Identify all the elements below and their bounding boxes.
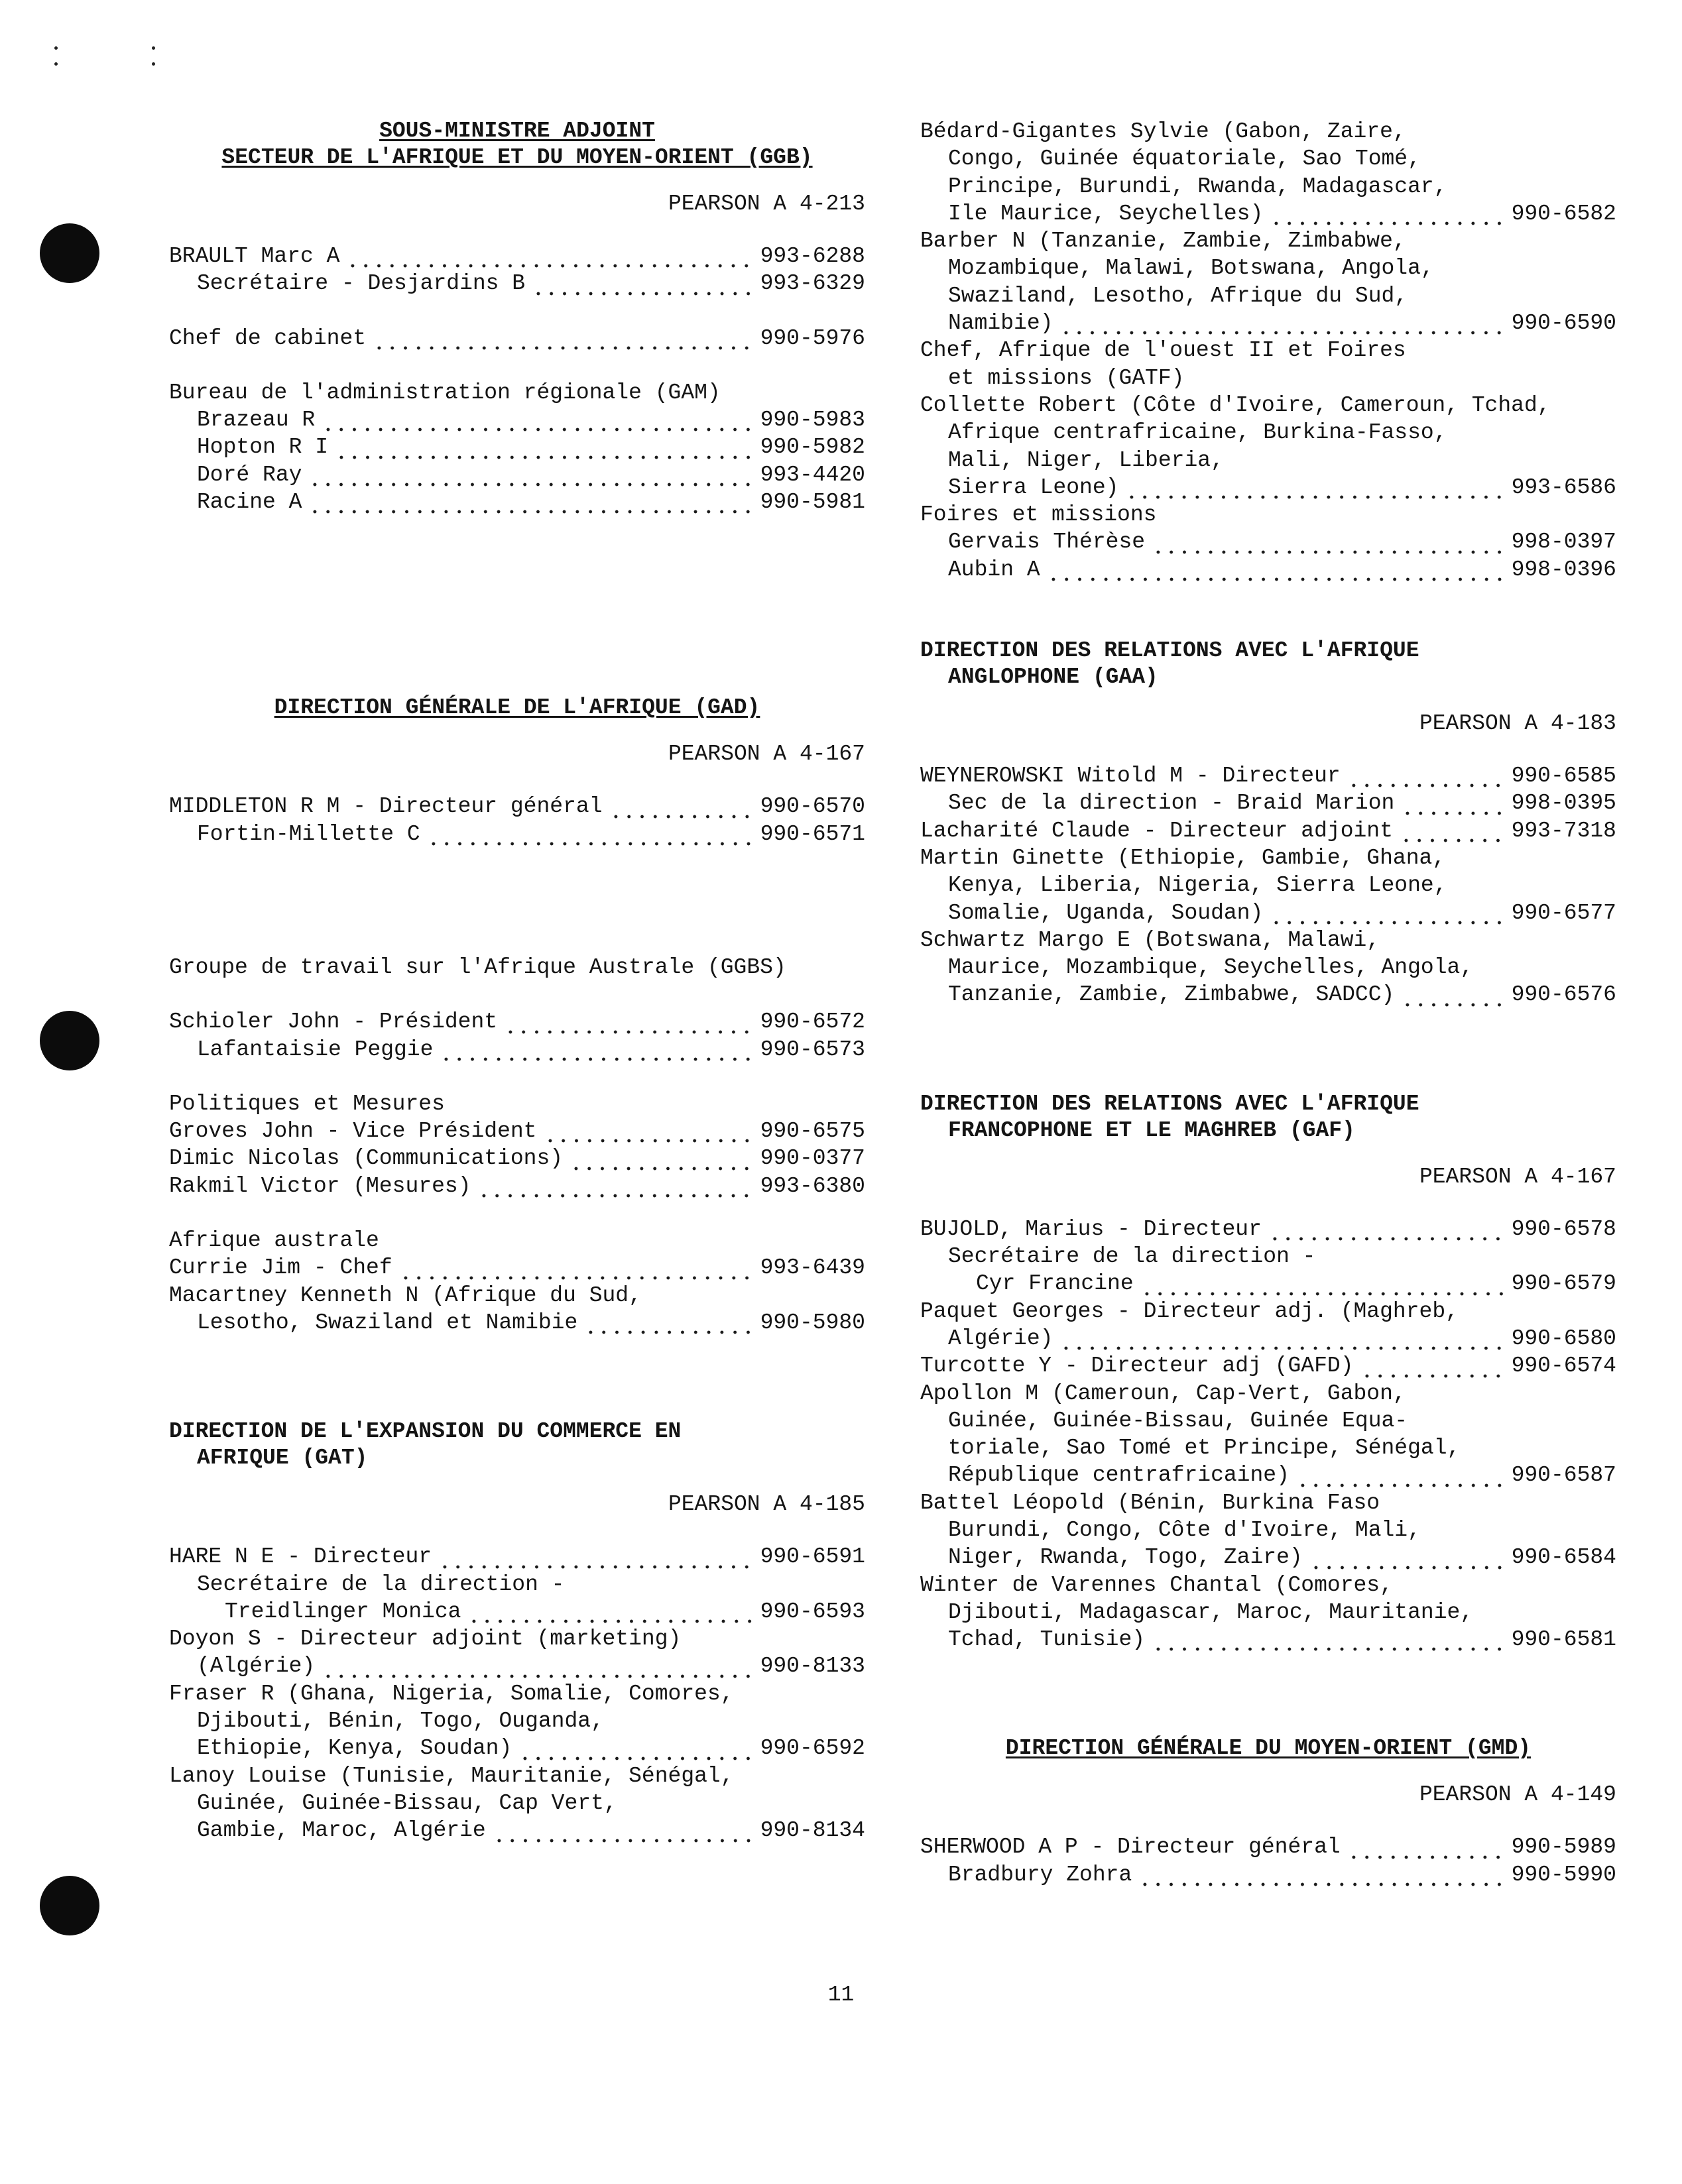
entry-line: Chef, Afrique de l'ouest II et Foires — [920, 338, 1406, 363]
dot-leader — [427, 829, 754, 848]
dot-leader — [438, 1552, 753, 1571]
entry-line: Secrétaire de la direction - — [948, 1244, 1316, 1269]
dot-leader — [1268, 1224, 1505, 1243]
phone-number: 990-6580 — [1511, 1326, 1616, 1351]
directory-entry — [920, 556, 1616, 583]
directory-entry — [920, 310, 1616, 337]
entry-name: (Algérie) — [197, 1654, 316, 1679]
directory-entry — [169, 1145, 865, 1172]
dot-leader — [477, 1181, 753, 1200]
directory-entry — [169, 270, 865, 297]
group-label: Bureau de l'administration régionale (GAM) — [169, 380, 721, 405]
directory-entry — [920, 1462, 1616, 1489]
entry-name: Secrétaire - Desjardins B — [197, 271, 526, 296]
phone-number: 990-5982 — [760, 435, 865, 460]
entry-name: Lesotho, Swaziland et Namibie — [197, 1310, 578, 1335]
dot-leader — [1125, 483, 1504, 501]
section-gmd — [920, 1735, 1616, 1888]
entry-name: Rakmil Victor (Mesures) — [169, 1173, 471, 1198]
left-column — [169, 118, 865, 1845]
directory-entry — [920, 817, 1616, 844]
office-location: PEARSON A 4-213 — [668, 192, 865, 216]
directory-entry — [169, 1652, 865, 1680]
entry-line: Burundi, Congo, Côte d'Ivoire, Mali, — [948, 1517, 1421, 1542]
section-title: SOUS-MINISTRE ADJOINT — [379, 119, 655, 143]
entry-line: Secrétaire de la direction - — [197, 1572, 565, 1597]
directory-entry — [169, 433, 865, 461]
punch-hole-bottom — [40, 1876, 99, 1935]
entry-name: Schioler John - Président — [169, 1009, 498, 1035]
entry-name: Treidlinger Monica — [225, 1599, 461, 1624]
office-location: PEARSON A 4-167 — [668, 742, 865, 767]
section-title: DIRECTION GÉNÉRALE DU MOYEN-ORIENT (GMD) — [1005, 1736, 1532, 1761]
directory-entry — [169, 325, 865, 352]
office-location: PEARSON A 4-167 — [1419, 1164, 1616, 1189]
dot-leader — [440, 1045, 753, 1063]
entry-name: Ethiopie, Kenya, Soudan) — [197, 1736, 512, 1761]
section-title: DIRECTION DES RELATIONS AVEC L'AFRIQUE — [920, 1091, 1419, 1116]
dot-leader — [1047, 565, 1505, 583]
entry-name: Ile Maurice, Seychelles) — [948, 201, 1264, 226]
directory-entry — [169, 1817, 865, 1844]
phone-number: 998-0396 — [1511, 557, 1616, 582]
dot-leader — [1347, 1843, 1505, 1861]
directory-entry — [920, 1352, 1616, 1379]
directory-entry — [169, 406, 865, 433]
entry-line: Lanoy Louise (Tunisie, Mauritanie, Sénégal, — [169, 1763, 734, 1788]
entry-name: Niger, Rwanda, Togo, Zaire) — [948, 1545, 1303, 1570]
directory-entry — [920, 981, 1616, 1008]
entry-name: Sec de la direction - Braid Marion — [948, 791, 1395, 816]
entry-name: Hopton R I — [197, 435, 329, 460]
section-continued — [920, 118, 1616, 583]
phone-number: 990-6585 — [1511, 764, 1616, 789]
directory-entry — [169, 1173, 865, 1200]
section-title: FRANCOPHONE ET LE MAGHREB (GAF) — [948, 1118, 1355, 1143]
phone-number: 990-6590 — [1511, 311, 1616, 336]
dot-leader — [518, 1744, 753, 1762]
directory-entry — [169, 821, 865, 848]
entry-name: WEYNEROWSKI Witold M - Directeur — [920, 764, 1341, 789]
section-title: SECTEUR DE L'AFRIQUE ET DU MOYEN-ORIENT (GGB) — [221, 145, 813, 170]
entry-line: Macartney Kenneth N (Afrique du Sud, — [169, 1283, 642, 1308]
entry-line: Battel Léopold (Bénin, Burkina Faso — [920, 1490, 1380, 1515]
entry-line: Djibouti, Bénin, Togo, Ouganda, — [197, 1709, 604, 1734]
entry-line: Barber N (Tanzanie, Zambie, Zimbabwe, — [920, 229, 1406, 254]
directory-entry — [920, 474, 1616, 501]
directory-entry — [920, 1861, 1616, 1888]
dot-leader — [467, 1607, 753, 1625]
dot-leader — [335, 443, 754, 461]
section-gaf — [920, 1091, 1616, 1654]
phone-number: 993-6288 — [760, 244, 865, 268]
entry-name: Aubin A — [948, 557, 1040, 582]
phone-number: 990-6572 — [760, 1009, 865, 1035]
phone-number: 990-6587 — [1511, 1463, 1616, 1488]
dot-leader — [1152, 1635, 1505, 1653]
entry-line: Doyon S - Directeur adjoint (marketing) — [169, 1627, 682, 1652]
phone-number: 990-6576 — [1511, 982, 1616, 1007]
entry-name: Gambie, Maroc, Algérie — [197, 1818, 486, 1843]
entry-line: Guinée, Guinée-Bissau, Guinée Equa- — [948, 1408, 1408, 1433]
speck — [152, 62, 155, 66]
directory-entry — [169, 461, 865, 489]
page-number: 11 — [827, 1983, 855, 2007]
entry-name: Currie Jim - Chef — [169, 1255, 392, 1281]
directory-entry — [169, 1735, 865, 1762]
phone-number: 990-6575 — [760, 1119, 865, 1144]
phone-number: 990-8134 — [760, 1818, 865, 1843]
section-gat — [169, 1418, 865, 1844]
directory-entry — [169, 243, 865, 270]
directory-entry — [920, 1325, 1616, 1352]
entry-name: Sierra Leone) — [948, 475, 1119, 500]
dot-leader — [373, 333, 754, 352]
office-location: PEARSON A 4-149 — [1419, 1782, 1616, 1808]
dot-leader — [1360, 1361, 1505, 1380]
directory-entry — [169, 1254, 865, 1281]
entry-name: Lafantaisie Peggie — [197, 1037, 434, 1062]
entry-name: Fortin-Millette C — [197, 821, 420, 846]
dot-leader — [1059, 1334, 1504, 1352]
entry-line: Djibouti, Madagascar, Maroc, Mauritanie, — [948, 1599, 1474, 1625]
dot-leader — [544, 1126, 754, 1145]
directory-entry — [920, 1544, 1616, 1571]
directory-entry — [920, 762, 1616, 789]
phone-number: 990-6591 — [760, 1544, 865, 1570]
entry-name: Somalie, Uganda, Soudan) — [948, 900, 1264, 925]
group-label: Groupe de travail sur l'Afrique Australe (GGBS) — [169, 954, 786, 980]
entry-name: BRAULT Marc A — [169, 244, 340, 268]
entry-line: Congo, Guinée équatoriale, Sao Tomé, — [948, 146, 1421, 172]
entry-name: Dimic Nicolas (Communications) — [169, 1146, 564, 1171]
entry-name: Cyr Francine — [976, 1271, 1134, 1296]
directory-entry — [920, 789, 1616, 817]
entry-name: Doré Ray — [197, 462, 302, 487]
entry-line: Paquet Georges - Directeur adj. (Maghreb, — [920, 1298, 1459, 1324]
directory-entry — [920, 1626, 1616, 1653]
phone-number: 990-5989 — [1511, 1835, 1616, 1860]
office-location: PEARSON A 4-185 — [668, 1492, 865, 1517]
entry-line: Apollon M (Cameroun, Cap-Vert, Gabon, — [920, 1381, 1406, 1406]
dot-leader — [504, 1017, 753, 1036]
entry-line: Bédard-Gigantes Sylvie (Gabon, Zaire, — [920, 119, 1406, 144]
entry-name: Groves John - Vice Président — [169, 1119, 537, 1144]
entry-name: Lacharité Claude - Directeur adjoint — [920, 818, 1393, 843]
phone-number: 990-6577 — [1511, 900, 1616, 925]
directory-entry — [920, 1270, 1616, 1297]
phone-number: 993-6439 — [760, 1255, 865, 1281]
entry-name: Algérie) — [948, 1326, 1053, 1351]
section-gaa — [920, 638, 1616, 1009]
entry-line: Kenya, Liberia, Nigeria, Sierra Leone, — [948, 873, 1447, 898]
dot-leader — [584, 1318, 753, 1336]
dot-leader — [1296, 1471, 1505, 1489]
phone-number: 990-6571 — [760, 821, 865, 846]
entry-line: Winter de Varennes Chantal (Comores, — [920, 1572, 1393, 1597]
dot-leader — [609, 802, 754, 821]
phone-number: 990-6578 — [1511, 1216, 1616, 1241]
entry-line: Principe, Burundi, Rwanda, Madagascar, — [948, 174, 1447, 199]
office-location: PEARSON A 4-183 — [1419, 711, 1616, 736]
dot-leader — [399, 1263, 754, 1282]
dot-leader — [1270, 209, 1504, 227]
entry-name: Chef de cabinet — [169, 325, 367, 351]
phone-number: 990-5980 — [760, 1310, 865, 1335]
phone-number: 990-5981 — [760, 490, 865, 515]
directory-entry — [920, 200, 1616, 227]
phone-number: 990-0377 — [760, 1146, 865, 1171]
phone-number: 990-6570 — [760, 794, 865, 819]
entry-name: Bradbury Zohra — [948, 1862, 1132, 1887]
entry-line: Mozambique, Malawi, Botswana, Angola, — [948, 256, 1434, 281]
entry-name: République centrafricaine) — [948, 1463, 1290, 1488]
section-title: DIRECTION GÉNÉRALE DE L'AFRIQUE (GAD) — [274, 695, 760, 720]
entry-name: BUJOLD, Marius - Directeur — [920, 1216, 1262, 1241]
phone-number: 990-6579 — [1511, 1271, 1616, 1296]
punch-hole-top — [40, 223, 99, 283]
phone-number: 993-6380 — [760, 1173, 865, 1198]
right-column — [920, 118, 1616, 1888]
dot-leader — [308, 497, 753, 516]
dot-leader — [493, 1826, 754, 1845]
entry-name: MIDDLETON R M - Directeur général — [169, 794, 603, 819]
phone-number: 990-6593 — [760, 1599, 865, 1624]
directory-entry — [920, 1216, 1616, 1243]
dot-leader — [1140, 1279, 1505, 1298]
directory-entry — [169, 1598, 865, 1625]
entry-name: Racine A — [197, 490, 302, 515]
dot-leader — [1347, 771, 1505, 789]
dot-leader — [570, 1154, 753, 1173]
section-title: ANGLOPHONE (GAA) — [948, 665, 1158, 690]
dot-leader — [308, 470, 753, 489]
dot-leader — [532, 279, 753, 298]
entry-line: Maurice, Mozambique, Seychelles, Angola, — [948, 955, 1474, 980]
phone-number: 990-6584 — [1511, 1545, 1616, 1570]
directory-entry — [920, 1833, 1616, 1861]
section-title: DIRECTION DE L'EXPANSION DU COMMERCE EN — [169, 1419, 682, 1444]
entry-name: Tchad, Tunisie) — [948, 1627, 1146, 1652]
dot-leader — [1401, 799, 1504, 817]
phone-number: 990-5990 — [1511, 1862, 1616, 1887]
dot-leader — [1270, 908, 1504, 927]
directory-entry — [169, 489, 865, 516]
entry-name: Tanzanie, Zambie, Zimbabwe, SADCC) — [948, 982, 1395, 1007]
dot-leader — [346, 251, 753, 270]
directory-entry — [169, 1543, 865, 1570]
directory-entry — [169, 793, 865, 820]
group-label: Afrique australe — [169, 1228, 379, 1253]
directory-entry — [169, 1118, 865, 1145]
entry-name: HARE N E - Directeur — [169, 1544, 432, 1570]
directory-entry — [920, 899, 1616, 927]
entry-line: Martin Ginette (Ethiopie, Gambie, Ghana, — [920, 845, 1446, 870]
group-label: Politiques et Mesures — [169, 1091, 445, 1116]
section-title: AFRIQUE (GAT) — [197, 1446, 368, 1471]
entry-name: Namibie) — [948, 311, 1053, 336]
dot-leader — [1400, 826, 1505, 844]
phone-number: 990-5983 — [760, 408, 865, 433]
speck — [54, 62, 58, 66]
section-sous-ministre — [169, 118, 865, 516]
phone-number: 993-7318 — [1511, 818, 1616, 843]
entry-name: Turcotte Y - Directeur adj (GAFD) — [920, 1353, 1354, 1379]
entry-line: Afrique centrafricaine, Burkina-Fasso, — [948, 420, 1447, 445]
phone-number: 990-6592 — [760, 1736, 865, 1761]
group-label: Foires et missions — [920, 502, 1157, 528]
entry-line: Fraser R (Ghana, Nigeria, Somalie, Comores, — [169, 1681, 734, 1706]
phone-number: 990-5976 — [760, 325, 865, 351]
dot-leader — [1401, 990, 1504, 1009]
entry-line: et missions (GATF) — [948, 365, 1185, 390]
entry-line: toriale, Sao Tomé et Principe, Sénégal, — [948, 1436, 1461, 1461]
entry-name: SHERWOOD A P - Directeur général — [920, 1835, 1341, 1860]
phone-number: 993-6586 — [1511, 475, 1616, 500]
speck — [54, 46, 58, 50]
directory-entry — [169, 1036, 865, 1063]
dot-leader — [1309, 1553, 1505, 1572]
phone-number: 990-6582 — [1511, 201, 1616, 226]
entry-line: Collette Robert (Côte d'Ivoire, Cameroun, Tchad, — [920, 392, 1551, 418]
phone-number: 990-6581 — [1511, 1627, 1616, 1652]
dot-leader — [1152, 538, 1505, 556]
phone-number: 993-4420 — [760, 462, 865, 487]
entry-line: Swaziland, Lesotho, Afrique du Sud, — [948, 283, 1408, 308]
phone-number: 990-6573 — [760, 1037, 865, 1062]
entry-line: Mali, Niger, Liberia, — [948, 447, 1224, 473]
dot-leader — [1059, 318, 1504, 337]
entry-name: Brazeau R — [197, 408, 316, 433]
entry-line: Guinée, Guinée-Bissau, Cap Vert, — [197, 1790, 617, 1815]
directory-entry — [920, 528, 1616, 555]
punch-hole-middle — [40, 1011, 99, 1070]
dot-leader — [322, 415, 753, 433]
section-gad — [169, 695, 865, 1336]
dot-leader — [1138, 1870, 1504, 1888]
phone-number: 998-0395 — [1511, 791, 1616, 816]
entry-name: Gervais Thérèse — [948, 530, 1146, 555]
section-title: DIRECTION DES RELATIONS AVEC L'AFRIQUE — [920, 638, 1419, 663]
phone-number: 998-0397 — [1511, 530, 1616, 555]
dot-leader — [322, 1662, 753, 1680]
speck — [152, 46, 155, 50]
phone-number: 990-8133 — [760, 1654, 865, 1679]
phone-number: 990-6574 — [1511, 1353, 1616, 1379]
directory-entry — [169, 1309, 865, 1336]
phone-number: 993-6329 — [760, 271, 865, 296]
directory-entry — [169, 1008, 865, 1035]
entry-line: Schwartz Margo E (Botswana, Malawi, — [920, 927, 1380, 952]
